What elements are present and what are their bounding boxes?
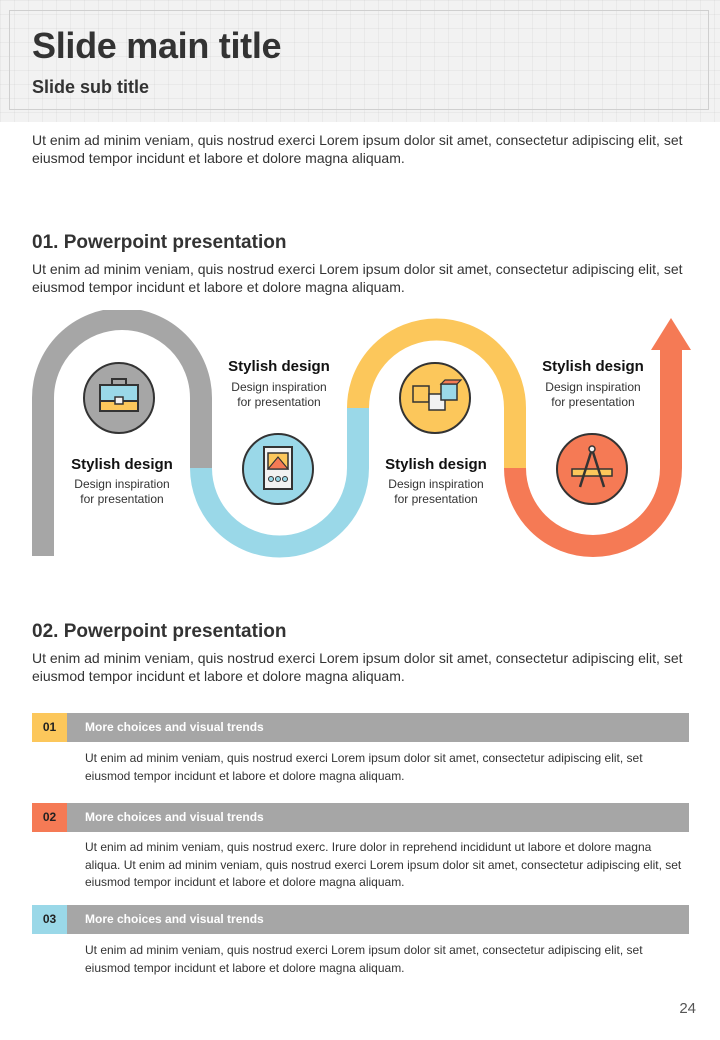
step-4-title: Stylish design <box>542 358 644 375</box>
list-item-bar-1 <box>32 713 689 742</box>
step-2-desc-line-1: Design inspiration <box>231 380 327 394</box>
process-road <box>0 310 720 570</box>
step-1-desc-line-1: Design inspiration <box>74 477 170 491</box>
intro-text: Ut enim ad minim veniam, quis nostrud exerci Lorem ipsum dolor sit amet, consectetur adipiscing elit, set eiusmod tempor incidunt et labore et dolore magna aliquam. <box>32 132 683 166</box>
ruler-compass-icon <box>558 435 626 503</box>
cubes-icon <box>401 364 469 432</box>
step-3-icon-circle <box>399 362 471 434</box>
step-4-desc-line-2: for presentation <box>551 395 635 409</box>
design-document-icon <box>244 435 312 503</box>
page-title: Slide main title <box>32 25 282 66</box>
section-2-text: Ut enim ad minim veniam, quis nostrud exerci Lorem ipsum dolor sit amet, consectetur adipiscing elit, set eiusmod tempor incidunt et labore et dolore magna aliquam. <box>32 650 683 684</box>
list-item-number-1: 01 <box>32 713 67 742</box>
list-item-title-3: More choices and visual trends <box>85 912 264 926</box>
step-2-desc-line-2: for presentation <box>237 395 321 409</box>
list-item-number-3: 03 <box>32 905 67 934</box>
road-segment-gray <box>43 319 201 556</box>
page-subtitle: Slide sub title <box>32 77 150 97</box>
list-item-title-2: More choices and visual trends <box>85 810 264 824</box>
step-1-icon-circle <box>83 362 155 434</box>
section-1-title: 01. Powerpoint presentation <box>32 232 287 253</box>
road-arrow-head <box>651 318 691 350</box>
list-item-number-2: 02 <box>32 803 67 832</box>
list-item-text-1: Ut enim ad minim veniam, quis nostrud exerci Lorem ipsum dolor sit amet, consectetur adipiscing elit, set eiusmod tempor incidunt et labore et dolore magna aliquam. <box>85 751 643 783</box>
step-4-desc-line-1: Design inspiration <box>545 380 641 394</box>
step-1-desc-line-2: for presentation <box>80 492 164 506</box>
step-1-title: Stylish design <box>71 456 173 473</box>
header-band <box>0 0 720 122</box>
list-item-title-1: More choices and visual trends <box>85 720 264 734</box>
section-1-text: Ut enim ad minim veniam, quis nostrud exerci Lorem ipsum dolor sit amet, consectetur adipiscing elit, set eiusmod tempor incidunt et labore et dolore magna aliquam. <box>32 261 683 295</box>
step-3-desc-line-1: Design inspiration <box>388 477 484 491</box>
list-item-text-2: Ut enim ad minim veniam, quis nostrud exerc. Irure dolor in reprehend incididunt ut labore et dolore magna aliqua. Ut enim ad minim veniam, quis nostrud exerci Lorem ipsum dolor sit amet, consectetur adipiscing elit, set eiusmod tempor incidunt et labore et dolore magna aliquam. <box>85 840 682 889</box>
list-item-bar-3 <box>32 905 689 934</box>
title-box <box>9 10 709 110</box>
list-item-bar-2 <box>32 803 689 832</box>
step-3-desc-line-2: for presentation <box>394 492 478 506</box>
step-4-icon-circle <box>556 433 628 505</box>
step-2-icon-circle <box>242 433 314 505</box>
briefcase-icon <box>85 364 153 432</box>
step-3-title: Stylish design <box>385 456 487 473</box>
step-2-title: Stylish design <box>228 358 330 375</box>
page-number: 24 <box>679 1000 696 1017</box>
section-2-title: 02. Powerpoint presentation <box>32 621 287 642</box>
list-item-text-3: Ut enim ad minim veniam, quis nostrud exerci Lorem ipsum dolor sit amet, consectetur adipiscing elit, set eiusmod tempor incidunt et labore et dolore magna aliquam. <box>85 943 643 975</box>
